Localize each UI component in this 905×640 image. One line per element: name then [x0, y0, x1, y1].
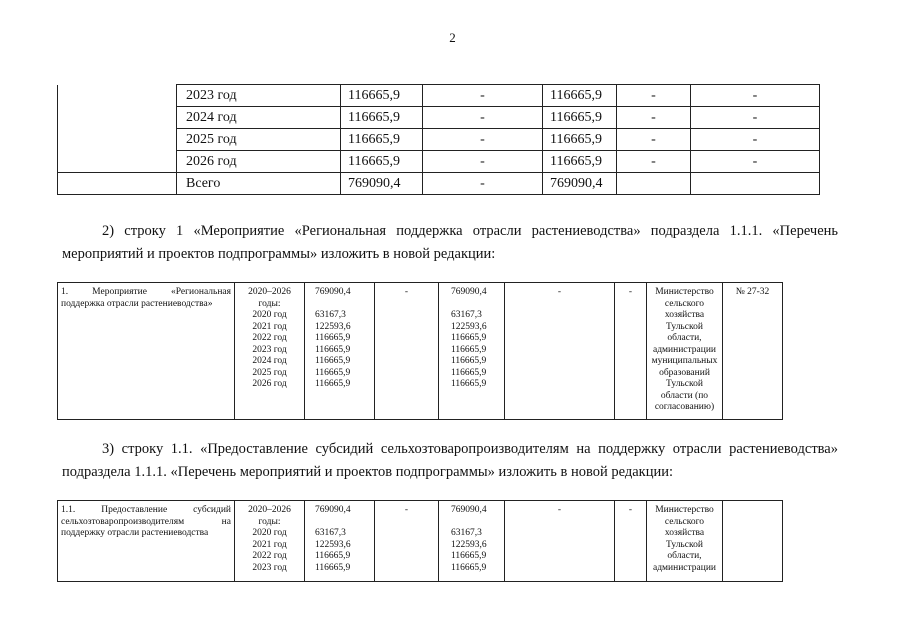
federal-cell: -: [423, 151, 543, 173]
total-cell: 116665,9: [341, 85, 423, 107]
empty-cell: [58, 107, 177, 129]
regional-budget-column: [439, 501, 505, 582]
years-column: [235, 283, 305, 420]
other-cell: -: [691, 129, 820, 151]
local-budget-cell: -: [505, 501, 615, 582]
list-line: 116665,9: [451, 333, 487, 343]
list-line: 122593,6: [451, 321, 487, 332]
year-cell: 2025 год: [177, 129, 341, 151]
list-line: 2020–2026: [248, 505, 291, 515]
regional-cell: 116665,9: [543, 85, 617, 107]
year-cell: 2023 год: [177, 85, 341, 107]
list-line: 769090,4: [451, 287, 487, 297]
empty-cell: [58, 151, 177, 173]
list-line: [451, 299, 501, 311]
year-cell: 2024 год: [177, 107, 341, 129]
total-column: [305, 283, 375, 420]
table-row: [58, 85, 820, 107]
list-line: 769090,4: [315, 287, 351, 297]
table-row: [58, 129, 820, 151]
regional-cell: 116665,9: [543, 107, 617, 129]
federal-cell: -: [423, 85, 543, 107]
regional-cell: 116665,9: [543, 151, 617, 173]
list-line: 63167,3: [315, 528, 346, 538]
amendment-paragraph-2: 2) строку 1 «Мероприятие «Региональная поддержка отрасли растениеводства» подраздела 1.1.1. «Перечень мероприятий и проектов подпрограммы» изложить в новой редакции:: [62, 223, 838, 262]
list-line: 116665,9: [451, 356, 487, 366]
amendment-paragraph-3: 3) строку 1.1. «Предоставление субсидий сельхозтоваропроизводителям на поддержку отрасли растениеводства» подраздела 1.1.1. «Перечень мероприятий и проектов подпрограммы» изложить в новой редакции:: [62, 441, 838, 480]
list-line: 63167,3: [315, 310, 346, 320]
total-cell: 116665,9: [341, 107, 423, 129]
list-line: 769090,4: [315, 505, 351, 515]
list-line: 116665,9: [315, 356, 351, 366]
list-line: 2020 год: [252, 528, 287, 538]
list-line: 2023 год: [252, 562, 287, 573]
other-sources-cell: -: [615, 283, 647, 420]
table-row: [58, 107, 820, 129]
list-line: 2022 год: [252, 333, 287, 343]
list-line: 2020 год: [252, 310, 287, 320]
list-line: 116665,9: [315, 333, 351, 343]
reference-cell: [723, 501, 783, 582]
other-cell: -: [691, 151, 820, 173]
list-line: 2021 год: [252, 321, 287, 332]
list-line: годы:: [258, 298, 281, 309]
list-line: 2022 год: [252, 551, 287, 561]
empty-cell: [58, 129, 177, 151]
other-cell: -: [691, 85, 820, 107]
regional-cell: 769090,4: [543, 173, 617, 195]
executor-cell: Министерство сельского хозяйства Тульской области, администрации: [647, 501, 723, 582]
funding-summary-table: [57, 84, 820, 195]
page-number: 2: [449, 30, 456, 45]
list-line: 116665,9: [451, 367, 487, 378]
empty-cell: [58, 173, 177, 195]
list-line: 116665,9: [315, 379, 351, 389]
list-line: 769090,4: [451, 505, 487, 515]
federal-cell: -: [423, 173, 543, 195]
federal-cell: -: [423, 107, 543, 129]
empty-cell: [58, 85, 177, 107]
year-cell: 2026 год: [177, 151, 341, 173]
local-cell: -: [617, 129, 691, 151]
total-cell: 116665,9: [341, 129, 423, 151]
list-line: 2020–2026: [248, 287, 291, 297]
measure-1-table: [57, 282, 783, 420]
list-line: 2026 год: [252, 379, 287, 389]
list-line: 116665,9: [451, 379, 487, 389]
local-cell: [617, 173, 691, 195]
total-cell: 116665,9: [341, 151, 423, 173]
local-cell: -: [617, 151, 691, 173]
list-line: 122593,6: [315, 539, 351, 550]
federal-budget-cell: -: [375, 283, 439, 420]
list-line: 2024 год: [252, 356, 287, 366]
measure-name: 1.1. Предоставление субсидий сельхозтоваропроизводителям на поддержку отрасли растениеводства: [58, 501, 235, 582]
total-cell: 769090,4: [341, 173, 423, 195]
local-cell: -: [617, 85, 691, 107]
years-column: [235, 501, 305, 582]
local-cell: -: [617, 107, 691, 129]
reference-cell: № 27-32: [723, 283, 783, 420]
list-line: годы:: [258, 516, 281, 527]
year-cell: Всего: [177, 173, 341, 195]
list-line: 122593,6: [451, 539, 487, 550]
local-budget-cell: -: [505, 283, 615, 420]
list-line: 122593,6: [315, 321, 351, 332]
list-line: 2023 год: [252, 344, 287, 355]
other-cell: -: [691, 107, 820, 129]
federal-cell: -: [423, 129, 543, 151]
other-cell: [691, 173, 820, 195]
total-column: [305, 501, 375, 582]
other-sources-cell: -: [615, 501, 647, 582]
executor-cell: Министерство сельского хозяйства Тульской области, администрации муниципальных образований Тульской области (по согласованию): [647, 283, 723, 420]
list-line: 116665,9: [315, 562, 351, 573]
table-row: [58, 151, 820, 173]
list-line: 63167,3: [451, 528, 482, 538]
regional-cell: 116665,9: [543, 129, 617, 151]
list-line: 2021 год: [252, 539, 287, 550]
list-line: [451, 517, 501, 529]
list-line: [315, 517, 371, 529]
list-line: 116665,9: [451, 562, 487, 573]
list-line: 116665,9: [451, 344, 487, 355]
measure-1-1-table: [57, 500, 783, 582]
list-line: 116665,9: [315, 367, 351, 378]
list-line: 116665,9: [315, 551, 351, 561]
federal-budget-cell: -: [375, 501, 439, 582]
table-row: [58, 173, 820, 195]
list-line: 2025 год: [252, 367, 287, 378]
list-line: [315, 299, 371, 311]
list-line: 116665,9: [315, 344, 351, 355]
list-line: 63167,3: [451, 310, 482, 320]
list-line: 116665,9: [451, 551, 487, 561]
measure-name: 1. Мероприятие «Региональная поддержка отрасли растениеводства»: [58, 283, 235, 420]
regional-budget-column: [439, 283, 505, 420]
